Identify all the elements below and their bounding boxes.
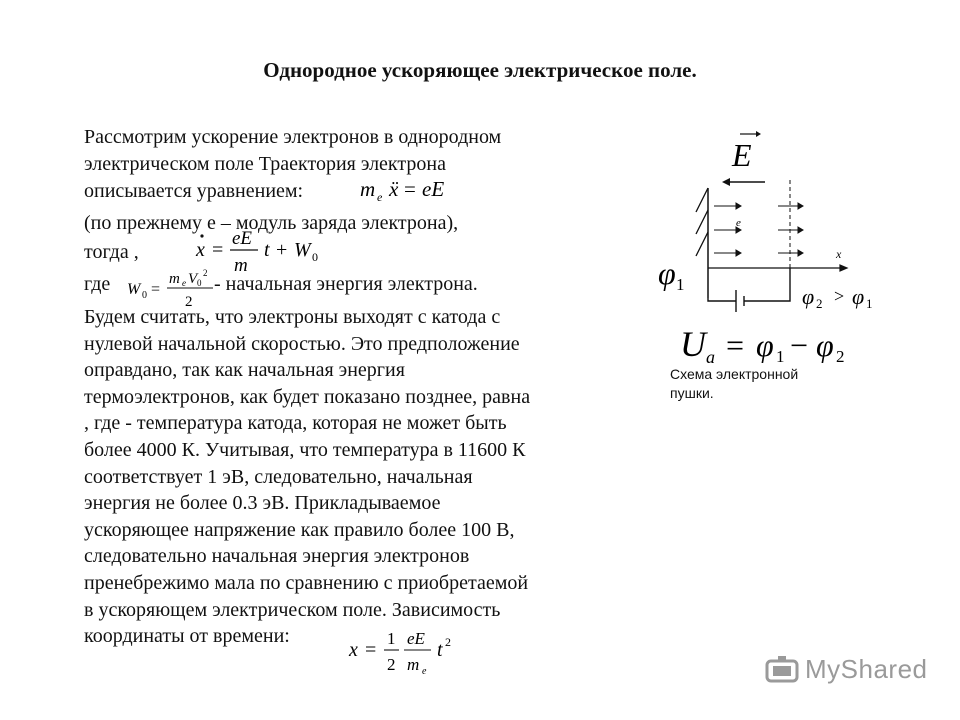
svg-text:=: = [726, 327, 745, 363]
caption-line: Схема электронной [670, 366, 799, 382]
electron-gun-diagram [640, 120, 900, 390]
svg-text:W: W [294, 239, 311, 261]
body-line: соответствует 1 эВ, следовательно, начальная [84, 465, 473, 488]
svg-text:2: 2 [816, 296, 823, 311]
x-axis [708, 265, 847, 271]
body-line: нулевой начальной скоростью. Это предположение [84, 332, 520, 355]
svg-text:m: m [360, 177, 376, 201]
phi1-label [658, 255, 685, 294]
svg-text:eE: eE [422, 177, 445, 201]
svg-text:a: a [706, 347, 715, 367]
svg-text:−: − [790, 327, 809, 363]
svg-text:x: x [196, 239, 205, 261]
then-word: тогда , [84, 241, 139, 263]
intro-line-3: описывается уравнением: [84, 180, 304, 202]
intro-line-1: Рассмотрим ускорение электронов в однородном [84, 126, 502, 148]
cathode-hatching [696, 188, 708, 256]
svg-text:2: 2 [387, 655, 396, 674]
equation-motion [358, 174, 458, 204]
svg-text:φ: φ [658, 255, 676, 291]
body-line: , где - температура катода, которая не может быть [84, 412, 507, 435]
svg-text:1: 1 [866, 296, 873, 311]
svg-text:+: + [276, 239, 288, 261]
body-line: термоэлектронов, как будет показано позднее, равна [84, 385, 531, 408]
caption-line: пушки. [670, 385, 714, 401]
svg-text:2: 2 [836, 347, 845, 366]
body-line: координаты от времени: [84, 625, 290, 648]
equation-coordinate [345, 622, 465, 682]
body-line: Будем считать, что электроны выходят с катода с [84, 306, 501, 328]
field-vector-label [731, 131, 761, 173]
svg-text:m: m [407, 655, 420, 674]
svg-text:V: V [188, 271, 198, 287]
body-paragraph [84, 304, 530, 650]
svg-text:2: 2 [445, 635, 451, 649]
potential-inequality [802, 284, 873, 311]
page-title: Однородное ускоряющее электрическое поле. [263, 58, 697, 82]
body-line: более 4000 К. Учитывая, что температура в 11600 К [84, 438, 526, 461]
projector-icon [765, 655, 799, 685]
svg-text:=: = [404, 177, 416, 201]
svg-text:e: e [182, 278, 186, 288]
body-line: ускоряющее напряжение как правило более 100 В, [84, 518, 515, 541]
field-direction-arrow [722, 178, 765, 186]
svg-text:0: 0 [197, 278, 202, 288]
svg-text:φ: φ [816, 327, 834, 363]
svg-text:t: t [437, 639, 443, 661]
body-line: следовательно начальная энергия электронов [84, 545, 470, 568]
where-suffix: - начальная энергия электрона. [214, 273, 478, 295]
body-line: оправдано, так как начальная энергия [84, 359, 405, 382]
svg-text:W: W [127, 281, 141, 298]
svg-text:2: 2 [185, 294, 193, 310]
watermark [765, 654, 928, 685]
watermark-text: MyShared [805, 654, 928, 684]
svg-text:φ: φ [802, 284, 815, 309]
where-word: где [84, 273, 111, 295]
svg-text:=: = [365, 639, 377, 661]
anode-voltage-equation [680, 324, 845, 367]
svg-text:>: > [834, 286, 845, 306]
svg-text:m: m [234, 255, 248, 276]
svg-text:1: 1 [776, 347, 785, 366]
svg-text:0: 0 [312, 250, 318, 264]
svg-text:0: 0 [142, 290, 147, 301]
diagram-caption [670, 365, 798, 403]
svg-text:1: 1 [387, 629, 396, 648]
svg-text:E: E [732, 137, 752, 173]
svg-text:m: m [169, 271, 180, 287]
body-line: пренебрежимо мала по сравнению с приобретаемой [84, 571, 529, 594]
svg-text:x: x [349, 639, 358, 661]
x-axis-label: x [836, 247, 842, 261]
svg-text:ẍ: ẍ [389, 177, 399, 201]
svg-text:2: 2 [203, 268, 208, 278]
body-line: энергия не более 0.3 эВ. Прикладываемое [84, 492, 441, 515]
svg-text:e: e [377, 190, 383, 204]
svg-text:φ: φ [756, 327, 774, 363]
battery-circuit [708, 268, 790, 312]
svg-text:U: U [680, 324, 706, 364]
charge-note: (по прежнему e – модуль заряда электрона), [84, 212, 459, 234]
svg-text:1: 1 [676, 275, 685, 294]
svg-text:e: e [422, 666, 427, 677]
svg-text:=: = [212, 239, 224, 261]
svg-text:φ: φ [852, 284, 865, 309]
body-line: в ускоряющем электрическом поле. Зависимость [84, 598, 501, 621]
svg-text:=: = [151, 281, 161, 298]
electron-label: e [736, 217, 741, 229]
svg-text:eE: eE [407, 629, 425, 648]
svg-text:eE: eE [232, 228, 253, 249]
svg-text:t: t [264, 239, 270, 261]
intro-line-2: электрическом поле Траектория электрона [84, 153, 446, 175]
